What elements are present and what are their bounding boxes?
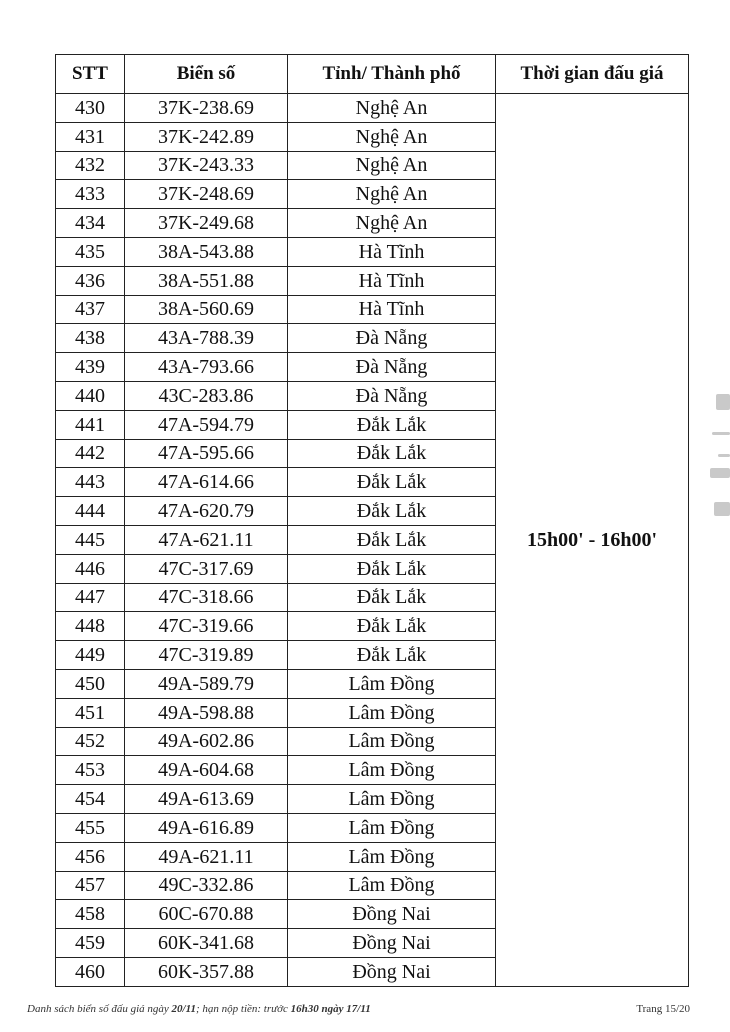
cell-province: Hà Tĩnh	[288, 266, 496, 295]
cell-stt: 448	[56, 612, 125, 641]
cell-province: Nghệ An	[288, 209, 496, 238]
cell-province: Đắk Lắk	[288, 641, 496, 670]
cell-plate: 49A-589.79	[125, 669, 288, 698]
cell-stt: 436	[56, 266, 125, 295]
cell-province: Đồng Nai	[288, 929, 496, 958]
cell-plate: 49A-621.11	[125, 842, 288, 871]
footer-note	[27, 1003, 371, 1015]
cell-stt: 456	[56, 842, 125, 871]
cell-plate: 37K-249.68	[125, 209, 288, 238]
header-plate: Biển số	[125, 55, 288, 94]
cell-plate: 38A-560.69	[125, 295, 288, 324]
cell-province: Lâm Đồng	[288, 756, 496, 785]
cell-province: Lâm Đồng	[288, 871, 496, 900]
cell-stt: 458	[56, 900, 125, 929]
cell-plate: 47A-614.66	[125, 468, 288, 497]
cell-stt: 460	[56, 957, 125, 986]
cell-plate: 47A-621.11	[125, 525, 288, 554]
cell-stt: 441	[56, 410, 125, 439]
cell-province: Đồng Nai	[288, 957, 496, 986]
cell-plate: 37K-238.69	[125, 94, 288, 123]
cell-plate: 38A-551.88	[125, 266, 288, 295]
cell-province: Đắk Lắk	[288, 583, 496, 612]
header-auction-time: Thời gian đấu giá	[496, 55, 689, 94]
cell-province: Lâm Đồng	[288, 785, 496, 814]
cell-auction-time: 15h00' - 16h00'	[496, 94, 689, 987]
footer-note-middle: ; hạn nộp tiền: trước	[195, 1003, 291, 1015]
cell-plate: 47A-620.79	[125, 497, 288, 526]
cell-province: Lâm Đồng	[288, 669, 496, 698]
cell-stt: 443	[56, 468, 125, 497]
cell-stt: 447	[56, 583, 125, 612]
cell-stt: 434	[56, 209, 125, 238]
cell-plate: 38A-543.88	[125, 237, 288, 266]
cell-plate: 43A-788.39	[125, 324, 288, 353]
page-footer	[27, 1003, 690, 1021]
table-row	[56, 94, 689, 123]
cell-stt: 442	[56, 439, 125, 468]
cell-province: Hà Tĩnh	[288, 295, 496, 324]
cell-stt: 437	[56, 295, 125, 324]
cell-plate: 43A-793.66	[125, 353, 288, 382]
cell-stt: 450	[56, 669, 125, 698]
cell-plate: 49A-602.86	[125, 727, 288, 756]
cell-plate: 60K-357.88	[125, 957, 288, 986]
cell-plate: 47A-594.79	[125, 410, 288, 439]
cell-plate: 49A-613.69	[125, 785, 288, 814]
cell-province: Đắk Lắk	[288, 554, 496, 583]
stamp-edge-mark	[706, 388, 730, 528]
cell-province: Lâm Đồng	[288, 842, 496, 871]
cell-province: Đắk Lắk	[288, 497, 496, 526]
cell-province: Đà Nẵng	[288, 381, 496, 410]
cell-plate: 37K-248.69	[125, 180, 288, 209]
cell-plate: 47C-318.66	[125, 583, 288, 612]
cell-stt: 439	[56, 353, 125, 382]
cell-province: Đà Nẵng	[288, 353, 496, 382]
cell-stt: 440	[56, 381, 125, 410]
cell-province: Đồng Nai	[288, 900, 496, 929]
cell-province: Nghệ An	[288, 151, 496, 180]
cell-province: Đà Nẵng	[288, 324, 496, 353]
cell-province: Đắk Lắk	[288, 612, 496, 641]
table-body	[56, 94, 689, 987]
page-number: Trang 15/20	[636, 1003, 690, 1015]
cell-province: Hà Tĩnh	[288, 237, 496, 266]
cell-stt: 455	[56, 813, 125, 842]
cell-plate: 49A-616.89	[125, 813, 288, 842]
cell-stt: 444	[56, 497, 125, 526]
license-plate-auction-table	[55, 54, 689, 987]
cell-plate: 47A-595.66	[125, 439, 288, 468]
cell-stt: 459	[56, 929, 125, 958]
cell-plate: 47C-317.69	[125, 554, 288, 583]
cell-stt: 438	[56, 324, 125, 353]
cell-stt: 433	[56, 180, 125, 209]
cell-plate: 49A-598.88	[125, 698, 288, 727]
cell-stt: 454	[56, 785, 125, 814]
cell-stt: 432	[56, 151, 125, 180]
footer-note-deadline: 16h30 ngày 17/11	[290, 1003, 371, 1015]
header-stt: STT	[56, 55, 125, 94]
footer-note-prefix: Danh sách biển số đấu giá ngày	[27, 1003, 172, 1015]
footer-note-date: 20/11	[171, 1003, 196, 1015]
cell-plate: 60K-341.68	[125, 929, 288, 958]
table-header-row	[56, 55, 689, 94]
cell-stt: 457	[56, 871, 125, 900]
cell-plate: 49C-332.86	[125, 871, 288, 900]
cell-province: Đắk Lắk	[288, 525, 496, 554]
cell-plate: 43C-283.86	[125, 381, 288, 410]
cell-plate: 60C-670.88	[125, 900, 288, 929]
cell-stt: 451	[56, 698, 125, 727]
cell-stt: 430	[56, 94, 125, 123]
cell-province: Nghệ An	[288, 180, 496, 209]
cell-plate: 47C-319.66	[125, 612, 288, 641]
cell-stt: 445	[56, 525, 125, 554]
cell-province: Nghệ An	[288, 94, 496, 123]
cell-province: Lâm Đồng	[288, 727, 496, 756]
cell-stt: 446	[56, 554, 125, 583]
cell-stt: 431	[56, 122, 125, 151]
cell-province: Đắk Lắk	[288, 468, 496, 497]
cell-plate: 47C-319.89	[125, 641, 288, 670]
cell-province: Nghệ An	[288, 122, 496, 151]
cell-stt: 435	[56, 237, 125, 266]
cell-stt: 452	[56, 727, 125, 756]
cell-province: Đắk Lắk	[288, 439, 496, 468]
cell-province: Đắk Lắk	[288, 410, 496, 439]
cell-plate: 37K-242.89	[125, 122, 288, 151]
cell-stt: 449	[56, 641, 125, 670]
cell-province: Lâm Đồng	[288, 698, 496, 727]
cell-plate: 49A-604.68	[125, 756, 288, 785]
cell-plate: 37K-243.33	[125, 151, 288, 180]
cell-province: Lâm Đồng	[288, 813, 496, 842]
cell-stt: 453	[56, 756, 125, 785]
header-province: Tỉnh/ Thành phố	[288, 55, 496, 94]
